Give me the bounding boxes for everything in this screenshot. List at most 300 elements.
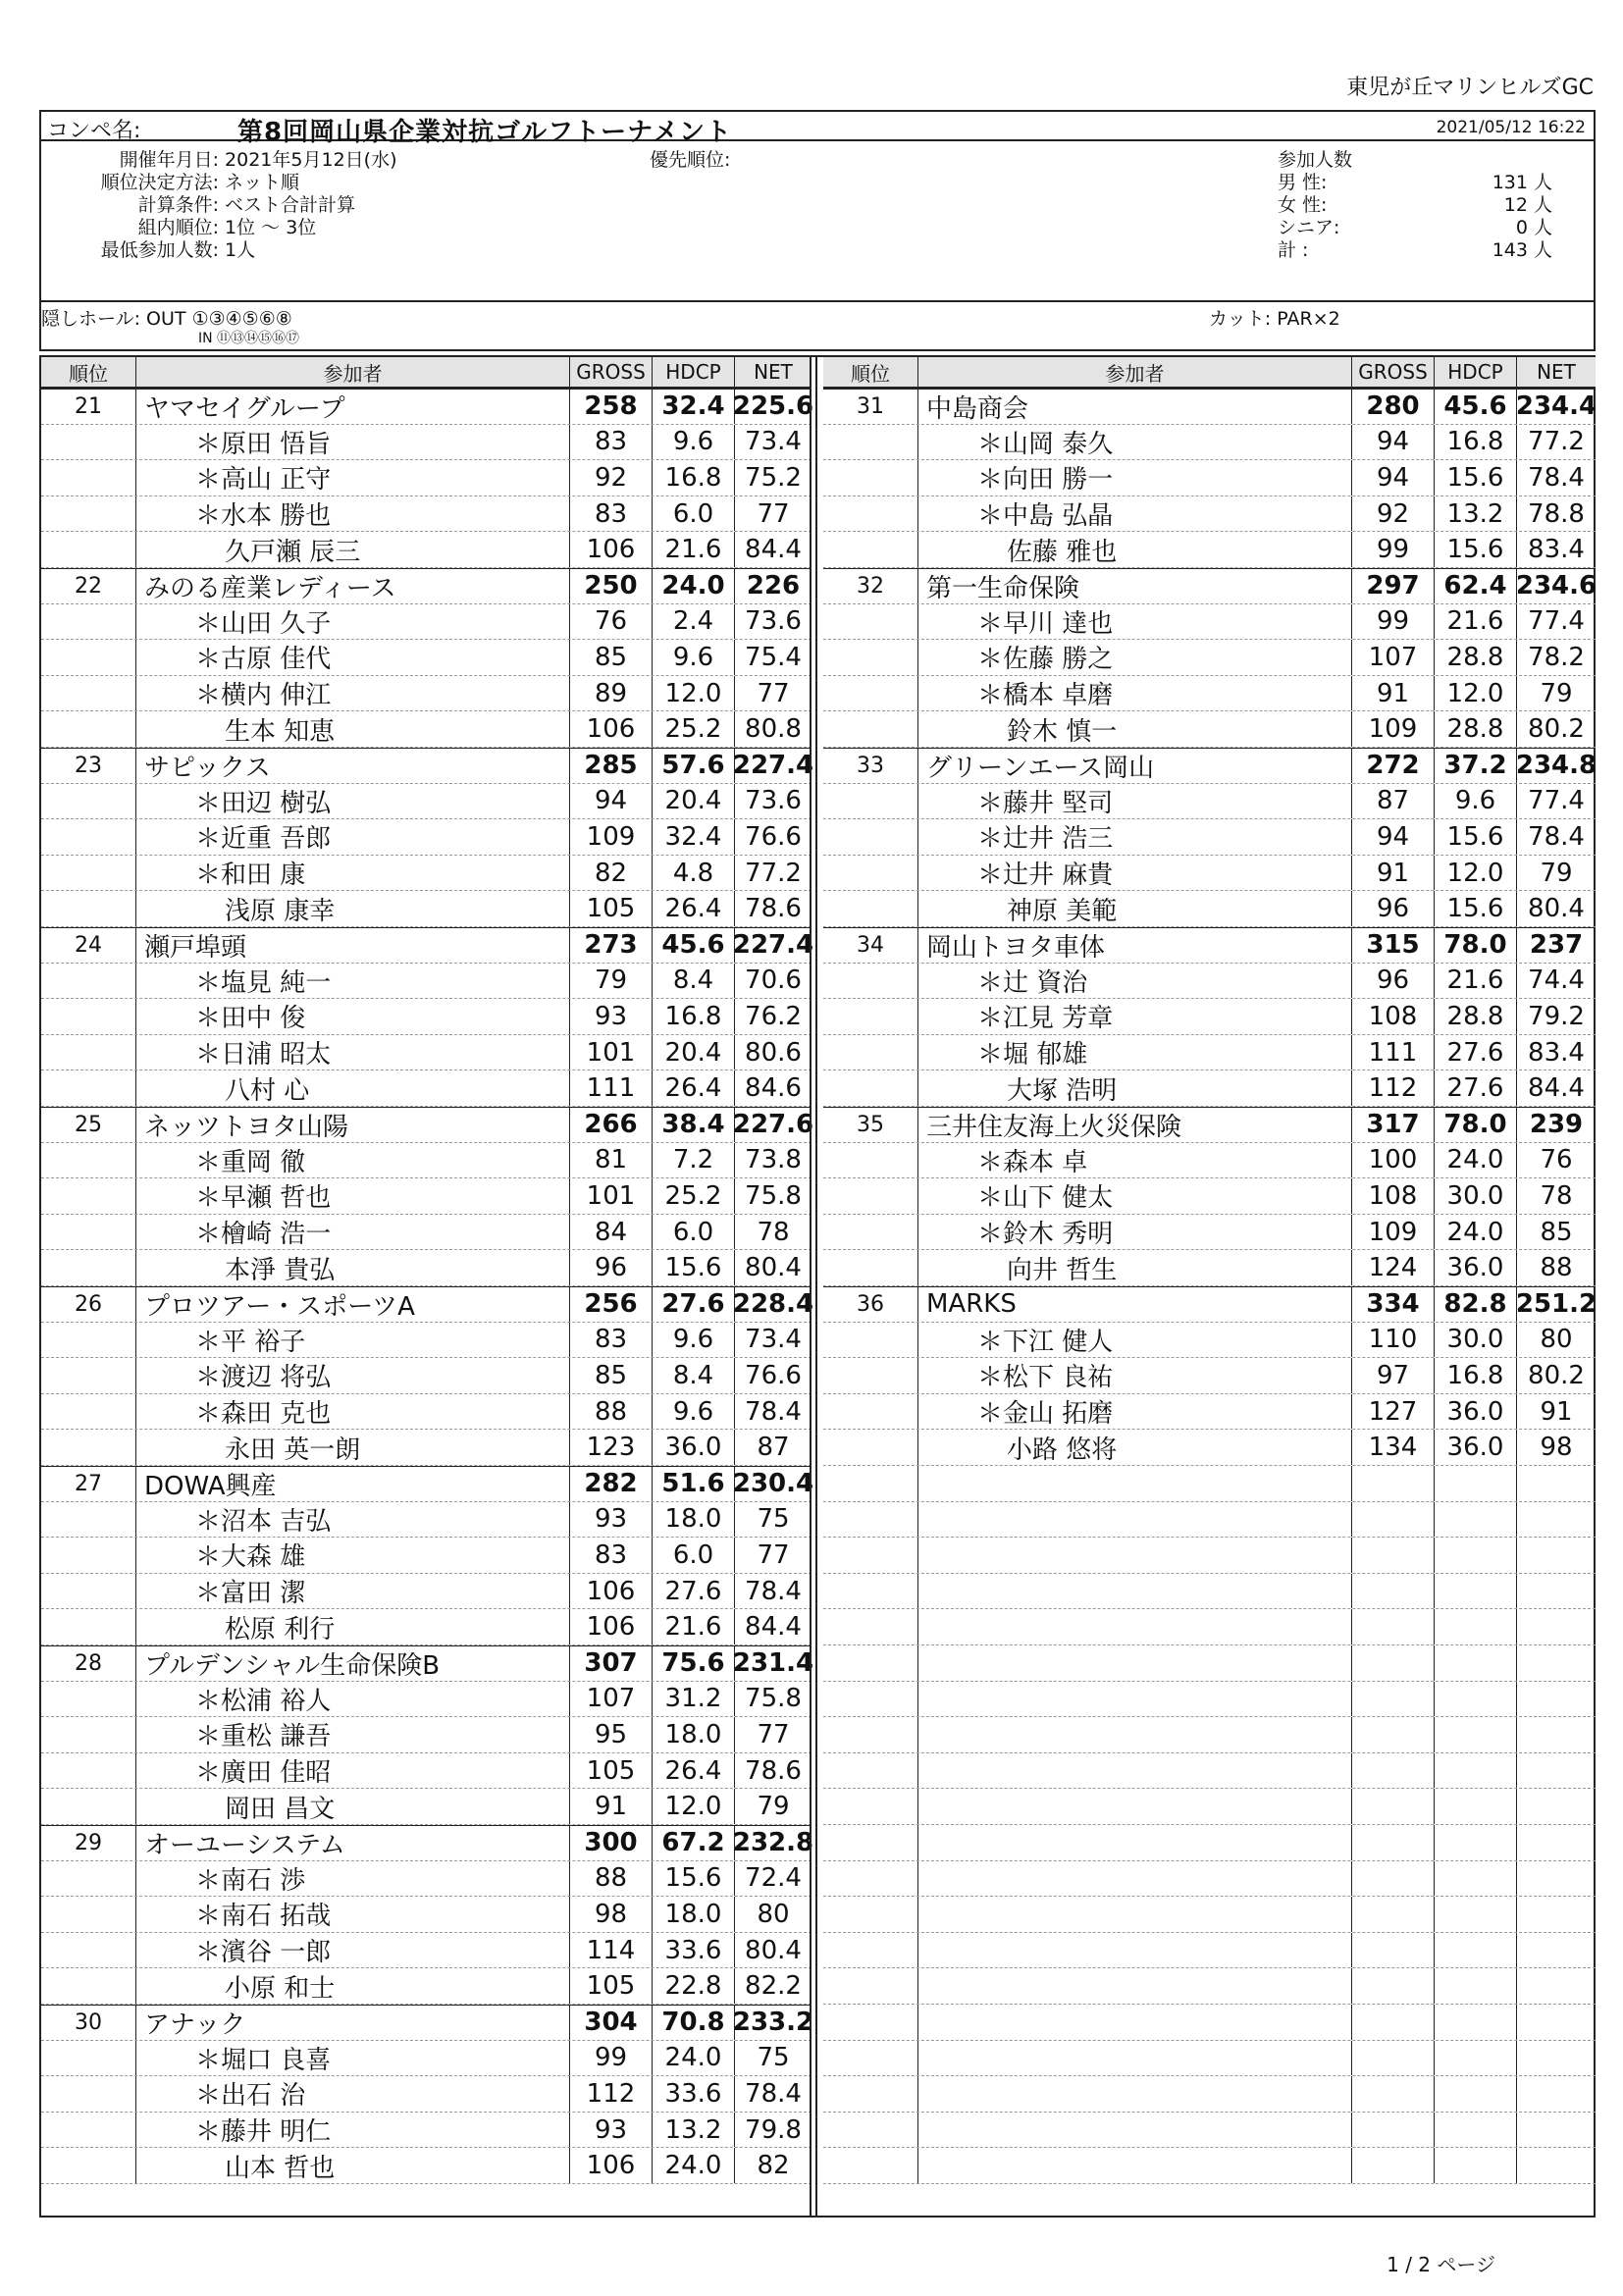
empty-cell <box>1516 1645 1596 1681</box>
member-rank-cell <box>41 1178 135 1214</box>
team-rank: 24 <box>75 932 102 958</box>
empty-cell <box>1434 2005 1516 2040</box>
empty-row <box>823 2148 1596 2184</box>
empty-cell <box>917 1645 1351 1681</box>
member-rank-cell <box>41 640 135 675</box>
member-gross: 127 <box>1351 1394 1434 1430</box>
member-row <box>823 891 1596 927</box>
member-net: 78.4 <box>1516 819 1596 855</box>
member-name: 浅原 康幸 <box>135 891 569 926</box>
member-hdcp: 9.6 <box>652 1323 734 1358</box>
member-gross: 99 <box>1351 532 1434 567</box>
member-rank-cell <box>41 425 135 460</box>
member-hdcp: 8.4 <box>652 1358 734 1393</box>
member-row <box>41 1968 812 2005</box>
member-hdcp: 13.2 <box>652 2113 734 2148</box>
member-name: 久戸瀬 辰三 <box>135 532 569 567</box>
member-hdcp: 21.6 <box>1434 604 1516 640</box>
participants-total: 計 : 143 人 <box>1278 239 1552 261</box>
empty-cell <box>1351 1682 1434 1717</box>
cut-rule: カット: PAR×2 <box>1209 308 1340 330</box>
member-hdcp: 27.6 <box>652 1574 734 1609</box>
team-name: 岡山トヨタ車体 <box>917 928 1351 963</box>
member-gross: 88 <box>569 1861 652 1897</box>
team-rank: 21 <box>75 393 102 419</box>
empty-cell <box>1434 1645 1516 1681</box>
team-rank: 25 <box>75 1112 102 1137</box>
member-rank-cell <box>41 676 135 711</box>
team-rank: 28 <box>75 1650 102 1676</box>
empty-cell <box>917 1682 1351 1717</box>
header-net: NET <box>734 357 812 387</box>
member-gross: 112 <box>569 2076 652 2112</box>
member-gross: 83 <box>569 496 652 532</box>
empty-row <box>823 1825 1596 1861</box>
team-rank: 34 <box>857 932 884 958</box>
member-row <box>41 1035 812 1071</box>
member-name: ＊森本 卓 <box>917 1143 1351 1178</box>
member-rank-cell <box>41 1717 135 1752</box>
member-net: 80.4 <box>734 1250 812 1285</box>
member-gross: 91 <box>1351 676 1434 711</box>
member-name: ＊和田 康 <box>135 856 569 891</box>
empty-cell <box>823 2041 917 2076</box>
member-name: ＊原田 悟旨 <box>135 425 569 460</box>
member-net: 98 <box>1516 1430 1596 1465</box>
member-row <box>41 1394 812 1431</box>
member-row <box>823 1250 1596 1286</box>
member-hdcp: 27.6 <box>1434 1070 1516 1106</box>
empty-cell <box>917 1717 1351 1752</box>
team-net: 239 <box>1516 1108 1596 1142</box>
member-rank-cell <box>41 1753 135 1789</box>
empty-cell <box>823 1861 917 1897</box>
empty-cell <box>917 1609 1351 1644</box>
team-hdcp: 62.4 <box>1434 569 1516 603</box>
member-rank-cell <box>823 999 917 1034</box>
member-gross: 106 <box>569 1609 652 1644</box>
member-row <box>41 604 812 641</box>
member-row <box>823 1070 1596 1107</box>
member-row <box>41 1933 812 1969</box>
member-row <box>823 856 1596 892</box>
member-net: 77.2 <box>734 856 812 891</box>
empty-cell <box>1351 1609 1434 1644</box>
empty-cell <box>823 1825 917 1860</box>
member-net: 77.2 <box>1516 425 1596 460</box>
member-gross: 106 <box>569 532 652 567</box>
print-timestamp: 2021/05/12 16:22 <box>1436 118 1586 137</box>
team-name: 中島商会 <box>917 390 1351 424</box>
team-gross: 334 <box>1351 1287 1434 1322</box>
member-row <box>41 999 812 1035</box>
member-net: 78.4 <box>734 2076 812 2112</box>
member-gross: 92 <box>1351 496 1434 532</box>
member-row <box>41 1502 812 1539</box>
empty-row <box>823 1574 1596 1610</box>
member-net: 74.4 <box>1516 964 1596 999</box>
member-gross: 111 <box>569 1070 652 1106</box>
member-hdcp: 24.0 <box>1434 1143 1516 1178</box>
member-net: 78.2 <box>1516 640 1596 675</box>
member-hdcp: 28.8 <box>1434 999 1516 1034</box>
member-name: ＊平 裕子 <box>135 1323 569 1358</box>
member-rank-cell <box>41 2041 135 2076</box>
member-row <box>823 1358 1596 1394</box>
empty-cell <box>823 1609 917 1644</box>
member-row <box>41 2113 812 2149</box>
member-net: 83.4 <box>1516 1035 1596 1070</box>
empty-cell <box>823 1968 917 2004</box>
team-row <box>823 1107 1596 1143</box>
empty-cell <box>1434 1933 1516 1968</box>
member-name: ＊佐藤 勝之 <box>917 640 1351 675</box>
team-net: 251.2 <box>1516 1287 1596 1322</box>
empty-cell <box>1516 1682 1596 1717</box>
member-name: ＊横内 伸江 <box>135 676 569 711</box>
member-net: 78 <box>1516 1178 1596 1214</box>
member-hdcp: 15.6 <box>1434 819 1516 855</box>
member-rank-cell <box>41 711 135 747</box>
empty-cell <box>1434 1861 1516 1897</box>
empty-row <box>823 2041 1596 2077</box>
empty-cell <box>917 1538 1351 1573</box>
competition-info <box>39 141 1596 302</box>
member-rank-cell <box>823 1430 917 1465</box>
empty-row <box>823 2113 1596 2149</box>
empty-cell <box>1434 1682 1516 1717</box>
header-hdcp: HDCP <box>1434 357 1516 387</box>
member-row <box>41 1323 812 1359</box>
empty-cell <box>1516 1466 1596 1501</box>
empty-row <box>823 2076 1596 2113</box>
member-net: 80 <box>734 1897 812 1932</box>
team-rank: 29 <box>75 1830 102 1855</box>
empty-row <box>823 1466 1596 1502</box>
member-rank-cell <box>41 784 135 819</box>
member-hdcp: 12.0 <box>652 1789 734 1824</box>
member-row <box>41 532 812 568</box>
empty-cell <box>1351 2148 1434 2183</box>
member-hdcp: 20.4 <box>652 784 734 819</box>
team-gross: 273 <box>569 928 652 963</box>
empty-cell <box>1351 2005 1434 2040</box>
member-name: ＊堀口 良喜 <box>135 2041 569 2076</box>
member-name: ＊森田 克也 <box>135 1394 569 1430</box>
member-rank-cell <box>823 856 917 891</box>
member-name: ＊出石 治 <box>135 2076 569 2112</box>
empty-cell <box>1434 1538 1516 1573</box>
empty-cell <box>917 2113 1351 2148</box>
member-row <box>41 2148 812 2184</box>
member-net: 73.8 <box>734 1143 812 1178</box>
member-row <box>41 1250 812 1286</box>
member-name: ＊大森 雄 <box>135 1538 569 1573</box>
team-hdcp: 51.6 <box>652 1467 734 1501</box>
team-hdcp: 24.0 <box>652 569 734 603</box>
member-rank-cell <box>823 496 917 532</box>
empty-cell <box>823 2113 917 2148</box>
member-name: ＊鈴木 秀明 <box>917 1215 1351 1250</box>
member-rank-cell <box>823 1323 917 1358</box>
member-row <box>41 1897 812 1933</box>
member-gross: 87 <box>1351 784 1434 819</box>
member-name: 鈴木 慎一 <box>917 711 1351 747</box>
member-hdcp: 36.0 <box>1434 1250 1516 1285</box>
member-name: ＊濱谷 一郎 <box>135 1933 569 1968</box>
empty-cell <box>1351 1968 1434 2004</box>
team-net: 234.4 <box>1516 390 1596 424</box>
member-name: ＊廣田 佳昭 <box>135 1753 569 1789</box>
member-row <box>823 819 1596 856</box>
member-hdcp: 33.6 <box>652 2076 734 2112</box>
member-hdcp: 15.6 <box>1434 532 1516 567</box>
header-participant: 参加者 <box>135 357 569 387</box>
member-gross: 106 <box>569 2148 652 2183</box>
team-gross: 297 <box>1351 569 1434 603</box>
member-name: ＊早瀬 哲也 <box>135 1178 569 1214</box>
member-net: 79 <box>1516 856 1596 891</box>
member-net: 88 <box>1516 1250 1596 1285</box>
member-hdcp: 24.0 <box>1434 1215 1516 1250</box>
member-gross: 95 <box>569 1717 652 1752</box>
member-rank-cell <box>823 1358 917 1393</box>
empty-cell <box>1434 2148 1516 2183</box>
member-name: ＊藤井 堅司 <box>917 784 1351 819</box>
member-row <box>41 1358 812 1394</box>
team-name: プロツアー・スポーツA <box>135 1287 569 1322</box>
member-name: ＊金山 拓磨 <box>917 1394 1351 1430</box>
team-name: 第一生命保険 <box>917 569 1351 603</box>
member-hdcp: 9.6 <box>652 425 734 460</box>
member-hdcp: 25.2 <box>652 711 734 747</box>
member-row <box>823 532 1596 568</box>
member-rank-cell <box>823 1215 917 1250</box>
member-row <box>41 1753 812 1790</box>
member-rank-cell <box>823 784 917 819</box>
member-rank-cell <box>823 640 917 675</box>
member-gross: 93 <box>569 1502 652 1538</box>
member-rank-cell <box>823 532 917 567</box>
member-net: 80.2 <box>1516 1358 1596 1393</box>
team-row <box>823 748 1596 784</box>
member-row <box>41 1430 812 1466</box>
team-row <box>41 1466 812 1502</box>
page-number: 1 / 2 ページ <box>1387 2253 1495 2276</box>
empty-cell <box>1434 2113 1516 2148</box>
member-gross: 94 <box>1351 460 1434 496</box>
team-row <box>41 748 812 784</box>
member-name: ＊田辺 樹弘 <box>135 784 569 819</box>
team-row <box>41 1825 812 1861</box>
header-participant: 参加者 <box>917 357 1351 387</box>
member-row <box>823 1323 1596 1359</box>
empty-cell <box>823 2076 917 2112</box>
member-gross: 93 <box>569 999 652 1034</box>
team-name: サピックス <box>135 749 569 783</box>
empty-cell <box>1351 1789 1434 1824</box>
member-net: 75.2 <box>734 460 812 496</box>
member-net: 72.4 <box>734 1861 812 1897</box>
member-name: ＊渡辺 将弘 <box>135 1358 569 1393</box>
team-row <box>41 927 812 964</box>
member-row <box>823 425 1596 461</box>
member-gross: 100 <box>1351 1143 1434 1178</box>
member-net: 87 <box>734 1430 812 1465</box>
info-calc-condition: 計算条件: ベスト合計計算 <box>137 194 356 216</box>
team-name: 三井住友海上火災保険 <box>917 1108 1351 1142</box>
team-net: 231.4 <box>734 1646 812 1681</box>
member-rank-cell <box>41 2148 135 2183</box>
team-name: みのる産業レディース <box>135 569 569 603</box>
empty-row <box>823 1538 1596 1574</box>
empty-cell <box>1351 1466 1434 1501</box>
member-rank-cell <box>823 964 917 999</box>
empty-cell <box>1351 2041 1434 2076</box>
info-ranking-method: 順位決定方法: ネット順 <box>100 172 300 193</box>
info-min-participants: 最低参加人数: 1人 <box>100 239 256 261</box>
hidden-holes-in: IN ⑪⑬⑭⑮⑯⑰ <box>198 331 300 346</box>
team-name: ネッツトヨタ山陽 <box>135 1108 569 1142</box>
member-row <box>41 496 812 533</box>
member-net: 80.6 <box>734 1035 812 1070</box>
participants-senior: シニア: 0 人 <box>1278 217 1552 238</box>
empty-cell <box>917 1789 1351 1824</box>
empty-row <box>823 1753 1596 1790</box>
member-gross: 94 <box>1351 425 1434 460</box>
team-hdcp: 45.6 <box>1434 390 1516 424</box>
member-name: ＊南石 拓哉 <box>135 1897 569 1932</box>
member-row <box>41 2076 812 2113</box>
member-rank-cell <box>41 1538 135 1573</box>
member-row <box>41 1789 812 1825</box>
member-net: 84.4 <box>1516 1070 1596 1106</box>
member-row <box>41 1215 812 1251</box>
member-rank-cell <box>823 1070 917 1106</box>
empty-cell <box>1351 1933 1434 1968</box>
team-hdcp: 45.6 <box>652 928 734 963</box>
member-name: ＊富田 潔 <box>135 1574 569 1609</box>
member-gross: 101 <box>569 1178 652 1214</box>
empty-cell <box>1434 1968 1516 2004</box>
member-gross: 101 <box>569 1035 652 1070</box>
member-net: 78 <box>734 1215 812 1250</box>
member-name: ＊松下 良祐 <box>917 1358 1351 1393</box>
member-row <box>823 1215 1596 1251</box>
member-row <box>41 1574 812 1610</box>
member-row <box>823 460 1596 496</box>
team-hdcp: 75.6 <box>652 1646 734 1681</box>
team-name: グリーンエース岡山 <box>917 749 1351 783</box>
member-gross: 107 <box>1351 640 1434 675</box>
member-row <box>823 711 1596 748</box>
member-net: 76 <box>1516 1143 1596 1178</box>
member-gross: 109 <box>1351 1215 1434 1250</box>
member-row <box>41 460 812 496</box>
member-net: 84.4 <box>734 532 812 567</box>
empty-cell <box>1516 1933 1596 1968</box>
member-hdcp: 6.0 <box>652 496 734 532</box>
member-rank-cell <box>823 1178 917 1214</box>
member-gross: 110 <box>1351 1323 1434 1358</box>
member-net: 75.4 <box>734 640 812 675</box>
member-name: ＊橋本 卓磨 <box>917 676 1351 711</box>
member-net: 79.8 <box>734 2113 812 2148</box>
empty-cell <box>1434 1897 1516 1932</box>
team-row <box>41 568 812 604</box>
member-hdcp: 6.0 <box>652 1538 734 1573</box>
empty-cell <box>823 1789 917 1824</box>
member-rank-cell <box>41 1323 135 1358</box>
team-hdcp: 78.0 <box>1434 1108 1516 1142</box>
member-row <box>41 1682 812 1718</box>
empty-cell <box>1516 1789 1596 1824</box>
member-name: ＊南石 渉 <box>135 1861 569 1897</box>
member-net: 70.6 <box>734 964 812 999</box>
member-row <box>823 1430 1596 1466</box>
empty-cell <box>1351 1825 1434 1860</box>
empty-row <box>823 1717 1596 1753</box>
member-gross: 96 <box>1351 891 1434 926</box>
member-gross: 114 <box>569 1933 652 1968</box>
team-gross: 280 <box>1351 390 1434 424</box>
member-row <box>41 891 812 927</box>
member-net: 73.6 <box>734 784 812 819</box>
member-hdcp: 18.0 <box>652 1717 734 1752</box>
member-rank-cell <box>41 1789 135 1824</box>
member-rank-cell <box>41 1609 135 1644</box>
member-rank-cell <box>41 2113 135 2148</box>
member-hdcp: 12.0 <box>1434 676 1516 711</box>
empty-row <box>823 1609 1596 1645</box>
member-gross: 109 <box>1351 711 1434 747</box>
member-hdcp: 25.2 <box>652 1178 734 1214</box>
member-net: 78.6 <box>734 891 812 926</box>
member-row <box>41 711 812 748</box>
empty-cell <box>1351 1645 1434 1681</box>
empty-cell <box>1516 2005 1596 2040</box>
member-hdcp: 21.6 <box>652 532 734 567</box>
empty-cell <box>1516 1753 1596 1789</box>
member-name: 佐藤 雅也 <box>917 532 1351 567</box>
member-gross: 106 <box>569 1574 652 1609</box>
member-name: 八村 心 <box>135 1070 569 1106</box>
results-table <box>39 355 1596 2218</box>
empty-cell <box>917 1502 1351 1538</box>
member-hdcp: 20.4 <box>652 1035 734 1070</box>
member-name: 岡田 昌文 <box>135 1789 569 1824</box>
empty-cell <box>823 1682 917 1717</box>
member-name: ＊堀 郁雄 <box>917 1035 1351 1070</box>
member-name: 小原 和士 <box>135 1968 569 2004</box>
member-gross: 99 <box>1351 604 1434 640</box>
member-hdcp: 16.8 <box>1434 1358 1516 1393</box>
member-hdcp: 16.8 <box>652 999 734 1034</box>
member-hdcp: 4.8 <box>652 856 734 891</box>
team-rank: 26 <box>75 1291 102 1317</box>
team-net: 227.6 <box>734 1108 812 1142</box>
empty-row <box>823 1933 1596 1969</box>
member-net: 80 <box>1516 1323 1596 1358</box>
member-name: ＊重松 謙吾 <box>135 1717 569 1752</box>
member-gross: 98 <box>569 1897 652 1932</box>
member-rank-cell <box>41 1358 135 1393</box>
member-hdcp: 28.8 <box>1434 640 1516 675</box>
member-net: 76.6 <box>734 1358 812 1393</box>
header-net: NET <box>1516 357 1596 387</box>
empty-cell <box>1516 2041 1596 2076</box>
member-hdcp: 36.0 <box>1434 1394 1516 1430</box>
